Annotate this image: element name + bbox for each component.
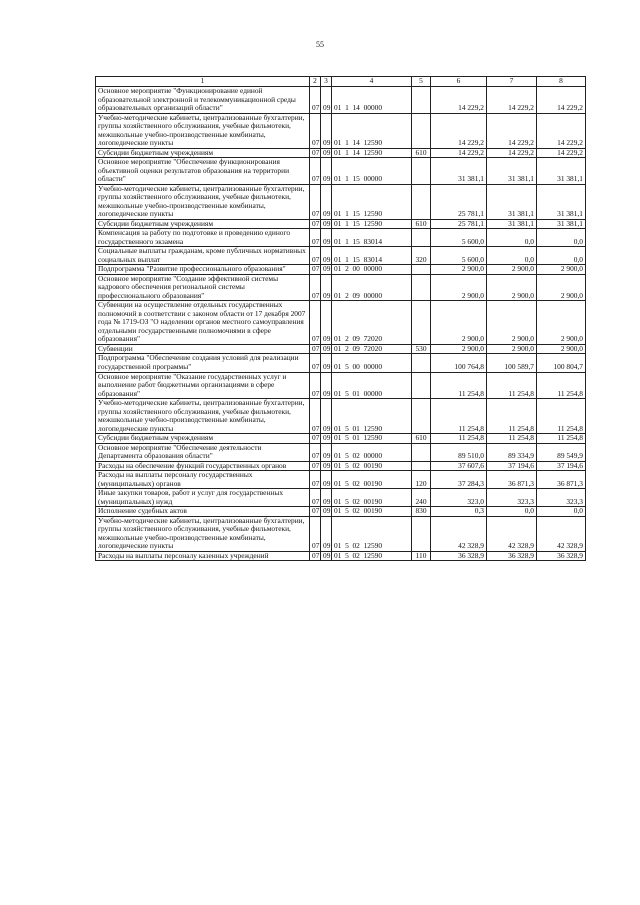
amount-year3-cell: 14 229,2 bbox=[537, 148, 586, 158]
target-article-cell: 01 1 15 00000 bbox=[332, 158, 412, 185]
table-row bbox=[96, 461, 586, 471]
subsection-code-cell: 09 bbox=[321, 148, 332, 158]
subsection-code-cell: 09 bbox=[321, 489, 332, 507]
subsection-code-cell: 09 bbox=[321, 551, 332, 561]
subsection-code-cell: 09 bbox=[321, 443, 332, 461]
amount-year1-cell: 323,0 bbox=[431, 489, 487, 507]
amount-year2-cell: 36 871,3 bbox=[487, 471, 537, 489]
section-code-cell: 07 bbox=[310, 158, 321, 185]
amount-year2-cell: 2 900,0 bbox=[487, 301, 537, 345]
amount-year1-cell: 5 600,0 bbox=[431, 229, 487, 247]
section-code-cell: 07 bbox=[310, 229, 321, 247]
expense-type-cell bbox=[412, 399, 431, 434]
amount-year3-cell: 36 328,9 bbox=[537, 551, 586, 561]
row-name-cell: Субсидии бюджетным учреждениям bbox=[96, 434, 310, 444]
section-code-cell: 07 bbox=[310, 219, 321, 229]
row-name-cell: Исполнение судебных актов bbox=[96, 507, 310, 517]
expense-type-cell bbox=[412, 301, 431, 345]
section-code-cell: 07 bbox=[310, 301, 321, 345]
expense-type-cell bbox=[412, 354, 431, 372]
table-row bbox=[96, 301, 586, 345]
table-row bbox=[96, 113, 586, 148]
section-code-cell: 07 bbox=[310, 113, 321, 148]
table-row bbox=[96, 247, 586, 265]
expense-type-cell: 610 bbox=[412, 219, 431, 229]
expense-type-cell: 110 bbox=[412, 551, 431, 561]
row-name-cell: Основное мероприятие "Оказание государственных услуг и выполнение работ бюджетными организациями в сфере образования" bbox=[96, 372, 310, 399]
row-name-cell: Подпрограмма "Обеспечение создания условий для реализации государственной программы" bbox=[96, 354, 310, 372]
amount-year3-cell: 2 900,0 bbox=[537, 265, 586, 275]
amount-year2-cell: 14 229,2 bbox=[487, 148, 537, 158]
amount-year3-cell: 89 549,9 bbox=[537, 443, 586, 461]
expense-type-cell: 830 bbox=[412, 507, 431, 517]
table-row bbox=[96, 471, 586, 489]
target-article-cell: 01 2 09 72020 bbox=[332, 301, 412, 345]
amount-year3-cell: 0,0 bbox=[537, 507, 586, 517]
amount-year2-cell: 31 381,1 bbox=[487, 219, 537, 229]
row-name-cell: Учебно-методические кабинеты, централизованные бухгалтерии, группы хозяйственного обслуживания, учебные фильмотеки, межшкольные учебно-производственные комбинаты, логопедические пункты bbox=[96, 399, 310, 434]
row-name-cell: Основное мероприятие "Обеспечение функционирования объективной оценки результатов образования на территории области" bbox=[96, 158, 310, 185]
amount-year1-cell: 11 254,8 bbox=[431, 399, 487, 434]
amount-year3-cell: 31 381,1 bbox=[537, 184, 586, 219]
expense-type-cell bbox=[412, 274, 431, 301]
amount-year2-cell: 89 334,9 bbox=[487, 443, 537, 461]
subsection-code-cell: 09 bbox=[321, 265, 332, 275]
table-row bbox=[96, 87, 586, 114]
section-code-cell: 07 bbox=[310, 372, 321, 399]
expense-type-cell bbox=[412, 158, 431, 185]
amount-year2-cell: 14 229,2 bbox=[487, 113, 537, 148]
row-name-cell: Расходы на обеспечение функций государственных органов bbox=[96, 461, 310, 471]
target-article-cell: 01 1 14 12590 bbox=[332, 148, 412, 158]
column-header: 7 bbox=[487, 77, 537, 87]
table-row bbox=[96, 489, 586, 507]
amount-year3-cell: 14 229,2 bbox=[537, 87, 586, 114]
amount-year1-cell: 2 900,0 bbox=[431, 344, 487, 354]
subsection-code-cell: 09 bbox=[321, 87, 332, 114]
table-row bbox=[96, 516, 586, 551]
target-article-cell: 01 5 00 00000 bbox=[332, 354, 412, 372]
subsection-code-cell: 09 bbox=[321, 507, 332, 517]
expense-type-cell: 240 bbox=[412, 489, 431, 507]
amount-year3-cell: 323,3 bbox=[537, 489, 586, 507]
target-article-cell: 01 5 01 00000 bbox=[332, 372, 412, 399]
subsection-code-cell: 09 bbox=[321, 301, 332, 345]
expense-type-cell: 610 bbox=[412, 434, 431, 444]
subsection-code-cell: 09 bbox=[321, 274, 332, 301]
amount-year1-cell: 31 381,1 bbox=[431, 158, 487, 185]
subsection-code-cell: 09 bbox=[321, 434, 332, 444]
target-article-cell: 01 1 15 83014 bbox=[332, 247, 412, 265]
subsection-code-cell: 09 bbox=[321, 158, 332, 185]
amount-year1-cell: 14 229,2 bbox=[431, 148, 487, 158]
target-article-cell: 01 1 15 12590 bbox=[332, 184, 412, 219]
row-name-cell: Компенсация за работу по подготовке и проведению единого государственного экзамена bbox=[96, 229, 310, 247]
section-code-cell: 07 bbox=[310, 274, 321, 301]
section-code-cell: 07 bbox=[310, 265, 321, 275]
section-code-cell: 07 bbox=[310, 443, 321, 461]
row-name-cell: Расходы на выплаты персоналу казенных учреждений bbox=[96, 551, 310, 561]
amount-year2-cell: 2 900,0 bbox=[487, 265, 537, 275]
expense-type-cell bbox=[412, 516, 431, 551]
amount-year3-cell: 0,0 bbox=[537, 229, 586, 247]
column-header: 5 bbox=[412, 77, 431, 87]
subsection-code-cell: 09 bbox=[321, 184, 332, 219]
column-header: 1 bbox=[96, 77, 310, 87]
amount-year2-cell: 0,0 bbox=[487, 507, 537, 517]
row-name-cell: Иные закупки товаров, работ и услуг для государственных (муниципальных) нужд bbox=[96, 489, 310, 507]
amount-year3-cell: 2 900,0 bbox=[537, 344, 586, 354]
amount-year2-cell: 36 328,9 bbox=[487, 551, 537, 561]
table-row bbox=[96, 399, 586, 434]
table-row bbox=[96, 265, 586, 275]
table-row bbox=[96, 354, 586, 372]
row-name-cell: Основное мероприятие "Создание эффективной системы кадрового обеспечения региональной системы профессионального образования" bbox=[96, 274, 310, 301]
amount-year1-cell: 5 600,0 bbox=[431, 247, 487, 265]
table-row bbox=[96, 507, 586, 517]
column-header: 3 bbox=[321, 77, 332, 87]
table-row bbox=[96, 274, 586, 301]
target-article-cell: 01 5 01 12590 bbox=[332, 399, 412, 434]
row-name-cell: Подпрограмма "Развитие профессионального образования" bbox=[96, 265, 310, 275]
section-code-cell: 07 bbox=[310, 507, 321, 517]
amount-year3-cell: 2 900,0 bbox=[537, 274, 586, 301]
target-article-cell: 01 5 02 00190 bbox=[332, 507, 412, 517]
amount-year3-cell: 31 381,1 bbox=[537, 219, 586, 229]
amount-year1-cell: 36 328,9 bbox=[431, 551, 487, 561]
table-row bbox=[96, 434, 586, 444]
amount-year3-cell: 36 871,3 bbox=[537, 471, 586, 489]
row-name-cell: Основное мероприятие "Функционирование единой образовательной электронной и телекоммуникационной среды образовательных организаций области" bbox=[96, 87, 310, 114]
section-code-cell: 07 bbox=[310, 344, 321, 354]
row-name-cell: Расходы на выплаты персоналу государственных (муниципальных) органов bbox=[96, 471, 310, 489]
section-code-cell: 07 bbox=[310, 354, 321, 372]
amount-year2-cell: 0,0 bbox=[487, 247, 537, 265]
amount-year3-cell: 0,0 bbox=[537, 247, 586, 265]
target-article-cell: 01 1 15 12590 bbox=[332, 219, 412, 229]
expense-type-cell: 120 bbox=[412, 471, 431, 489]
budget-table bbox=[95, 76, 586, 561]
section-code-cell: 07 bbox=[310, 461, 321, 471]
section-code-cell: 07 bbox=[310, 87, 321, 114]
amount-year1-cell: 37 284,3 bbox=[431, 471, 487, 489]
amount-year2-cell: 37 194,6 bbox=[487, 461, 537, 471]
target-article-cell: 01 2 09 00000 bbox=[332, 274, 412, 301]
expense-type-cell: 530 bbox=[412, 344, 431, 354]
amount-year3-cell: 100 804,7 bbox=[537, 354, 586, 372]
table-row bbox=[96, 148, 586, 158]
amount-year2-cell: 11 254,8 bbox=[487, 372, 537, 399]
subsection-code-cell: 09 bbox=[321, 399, 332, 434]
target-article-cell: 01 5 02 00190 bbox=[332, 471, 412, 489]
section-code-cell: 07 bbox=[310, 184, 321, 219]
amount-year2-cell: 11 254,8 bbox=[487, 434, 537, 444]
table-row bbox=[96, 551, 586, 561]
amount-year2-cell: 0,0 bbox=[487, 229, 537, 247]
table-row bbox=[96, 158, 586, 185]
expense-type-cell bbox=[412, 265, 431, 275]
amount-year1-cell: 11 254,8 bbox=[431, 372, 487, 399]
amount-year3-cell: 11 254,8 bbox=[537, 434, 586, 444]
expense-type-cell bbox=[412, 113, 431, 148]
expense-type-cell bbox=[412, 184, 431, 219]
subsection-code-cell: 09 bbox=[321, 247, 332, 265]
target-article-cell: 01 2 00 00000 bbox=[332, 265, 412, 275]
amount-year2-cell: 14 229,2 bbox=[487, 87, 537, 114]
amount-year3-cell: 11 254,8 bbox=[537, 399, 586, 434]
section-code-cell: 07 bbox=[310, 247, 321, 265]
row-name-cell: Субвенции на осуществление отдельных государственных полномочий в соответствии с законом области от 17 декабря 2007 года № 1719-ОЗ "О наделении органов местного самоуправления отдельными государственными полномочиями в сфере образования" bbox=[96, 301, 310, 345]
section-code-cell: 07 bbox=[310, 471, 321, 489]
column-header: 6 bbox=[431, 77, 487, 87]
expense-type-cell bbox=[412, 461, 431, 471]
amount-year2-cell: 31 381,1 bbox=[487, 184, 537, 219]
amount-year1-cell: 25 781,1 bbox=[431, 219, 487, 229]
header-row bbox=[96, 77, 586, 87]
target-article-cell: 01 5 01 12590 bbox=[332, 434, 412, 444]
subsection-code-cell: 09 bbox=[321, 471, 332, 489]
target-article-cell: 01 5 02 12590 bbox=[332, 516, 412, 551]
amount-year3-cell: 14 229,2 bbox=[537, 113, 586, 148]
table-row bbox=[96, 184, 586, 219]
amount-year1-cell: 42 328,9 bbox=[431, 516, 487, 551]
amount-year2-cell: 2 900,0 bbox=[487, 344, 537, 354]
section-code-cell: 07 bbox=[310, 489, 321, 507]
expense-type-cell bbox=[412, 443, 431, 461]
row-name-cell: Субсидии бюджетным учреждениям bbox=[96, 219, 310, 229]
table-row bbox=[96, 372, 586, 399]
amount-year2-cell: 2 900,0 bbox=[487, 274, 537, 301]
amount-year2-cell: 42 328,9 bbox=[487, 516, 537, 551]
row-name-cell: Учебно-методические кабинеты, централизованные бухгалтерии, группы хозяйственного обслуживания, учебные фильмотеки, межшкольные учебно-производственные комбинаты, логопедические пункты bbox=[96, 113, 310, 148]
column-header: 2 bbox=[310, 77, 321, 87]
section-code-cell: 07 bbox=[310, 434, 321, 444]
table-row bbox=[96, 443, 586, 461]
target-article-cell: 01 1 14 00000 bbox=[332, 87, 412, 114]
amount-year1-cell: 2 900,0 bbox=[431, 274, 487, 301]
amount-year3-cell: 42 328,9 bbox=[537, 516, 586, 551]
amount-year1-cell: 2 900,0 bbox=[431, 301, 487, 345]
amount-year3-cell: 31 381,1 bbox=[537, 158, 586, 185]
column-header: 4 bbox=[332, 77, 412, 87]
expense-type-cell: 320 bbox=[412, 247, 431, 265]
section-code-cell: 07 bbox=[310, 399, 321, 434]
section-code-cell: 07 bbox=[310, 516, 321, 551]
subsection-code-cell: 09 bbox=[321, 461, 332, 471]
subsection-code-cell: 09 bbox=[321, 354, 332, 372]
amount-year1-cell: 25 781,1 bbox=[431, 184, 487, 219]
row-name-cell: Субсидии бюджетным учреждениям bbox=[96, 148, 310, 158]
table-row bbox=[96, 229, 586, 247]
amount-year2-cell: 323,3 bbox=[487, 489, 537, 507]
target-article-cell: 01 1 15 83014 bbox=[332, 229, 412, 247]
expense-type-cell: 610 bbox=[412, 148, 431, 158]
amount-year1-cell: 11 254,8 bbox=[431, 434, 487, 444]
target-article-cell: 01 5 02 00190 bbox=[332, 489, 412, 507]
row-name-cell: Субвенции bbox=[96, 344, 310, 354]
subsection-code-cell: 09 bbox=[321, 344, 332, 354]
target-article-cell: 01 5 02 00190 bbox=[332, 461, 412, 471]
section-code-cell: 07 bbox=[310, 551, 321, 561]
page-number: 55 bbox=[316, 40, 324, 49]
section-code-cell: 07 bbox=[310, 148, 321, 158]
amount-year2-cell: 11 254,8 bbox=[487, 399, 537, 434]
table-row bbox=[96, 219, 586, 229]
amount-year1-cell: 2 900,0 bbox=[431, 265, 487, 275]
amount-year1-cell: 100 764,8 bbox=[431, 354, 487, 372]
expense-type-cell bbox=[412, 87, 431, 114]
amount-year3-cell: 37 194,6 bbox=[537, 461, 586, 471]
row-name-cell: Учебно-методические кабинеты, централизованные бухгалтерии, группы хозяйственного обслуживания, учебные фильмотеки, межшкольные учебно-производственные комбинаты, логопедические пункты bbox=[96, 516, 310, 551]
subsection-code-cell: 09 bbox=[321, 113, 332, 148]
subsection-code-cell: 09 bbox=[321, 372, 332, 399]
expense-type-cell bbox=[412, 229, 431, 247]
target-article-cell: 01 1 14 12590 bbox=[332, 113, 412, 148]
amount-year1-cell: 14 229,2 bbox=[431, 113, 487, 148]
subsection-code-cell: 09 bbox=[321, 516, 332, 551]
amount-year1-cell: 14 229,2 bbox=[431, 87, 487, 114]
expense-type-cell bbox=[412, 372, 431, 399]
table-row bbox=[96, 344, 586, 354]
amount-year2-cell: 100 589,7 bbox=[487, 354, 537, 372]
subsection-code-cell: 09 bbox=[321, 219, 332, 229]
row-name-cell: Основное мероприятие "Обеспечение деятельности Департамента образования области" bbox=[96, 443, 310, 461]
amount-year1-cell: 37 607,6 bbox=[431, 461, 487, 471]
amount-year2-cell: 31 381,1 bbox=[487, 158, 537, 185]
row-name-cell: Социальные выплаты гражданам, кроме публичных нормативных социальных выплат bbox=[96, 247, 310, 265]
target-article-cell: 01 5 02 12590 bbox=[332, 551, 412, 561]
row-name-cell: Учебно-методические кабинеты, централизованные бухгалтерии, группы хозяйственного обслуживания, учебные фильмотеки, межшкольные учебно-производственные комбинаты, логопедические пункты bbox=[96, 184, 310, 219]
amount-year3-cell: 11 254,8 bbox=[537, 372, 586, 399]
subsection-code-cell: 09 bbox=[321, 229, 332, 247]
amount-year1-cell: 89 510,0 bbox=[431, 443, 487, 461]
column-header: 8 bbox=[537, 77, 586, 87]
target-article-cell: 01 2 09 72020 bbox=[332, 344, 412, 354]
target-article-cell: 01 5 02 00000 bbox=[332, 443, 412, 461]
amount-year3-cell: 2 900,0 bbox=[537, 301, 586, 345]
amount-year1-cell: 0,3 bbox=[431, 507, 487, 517]
